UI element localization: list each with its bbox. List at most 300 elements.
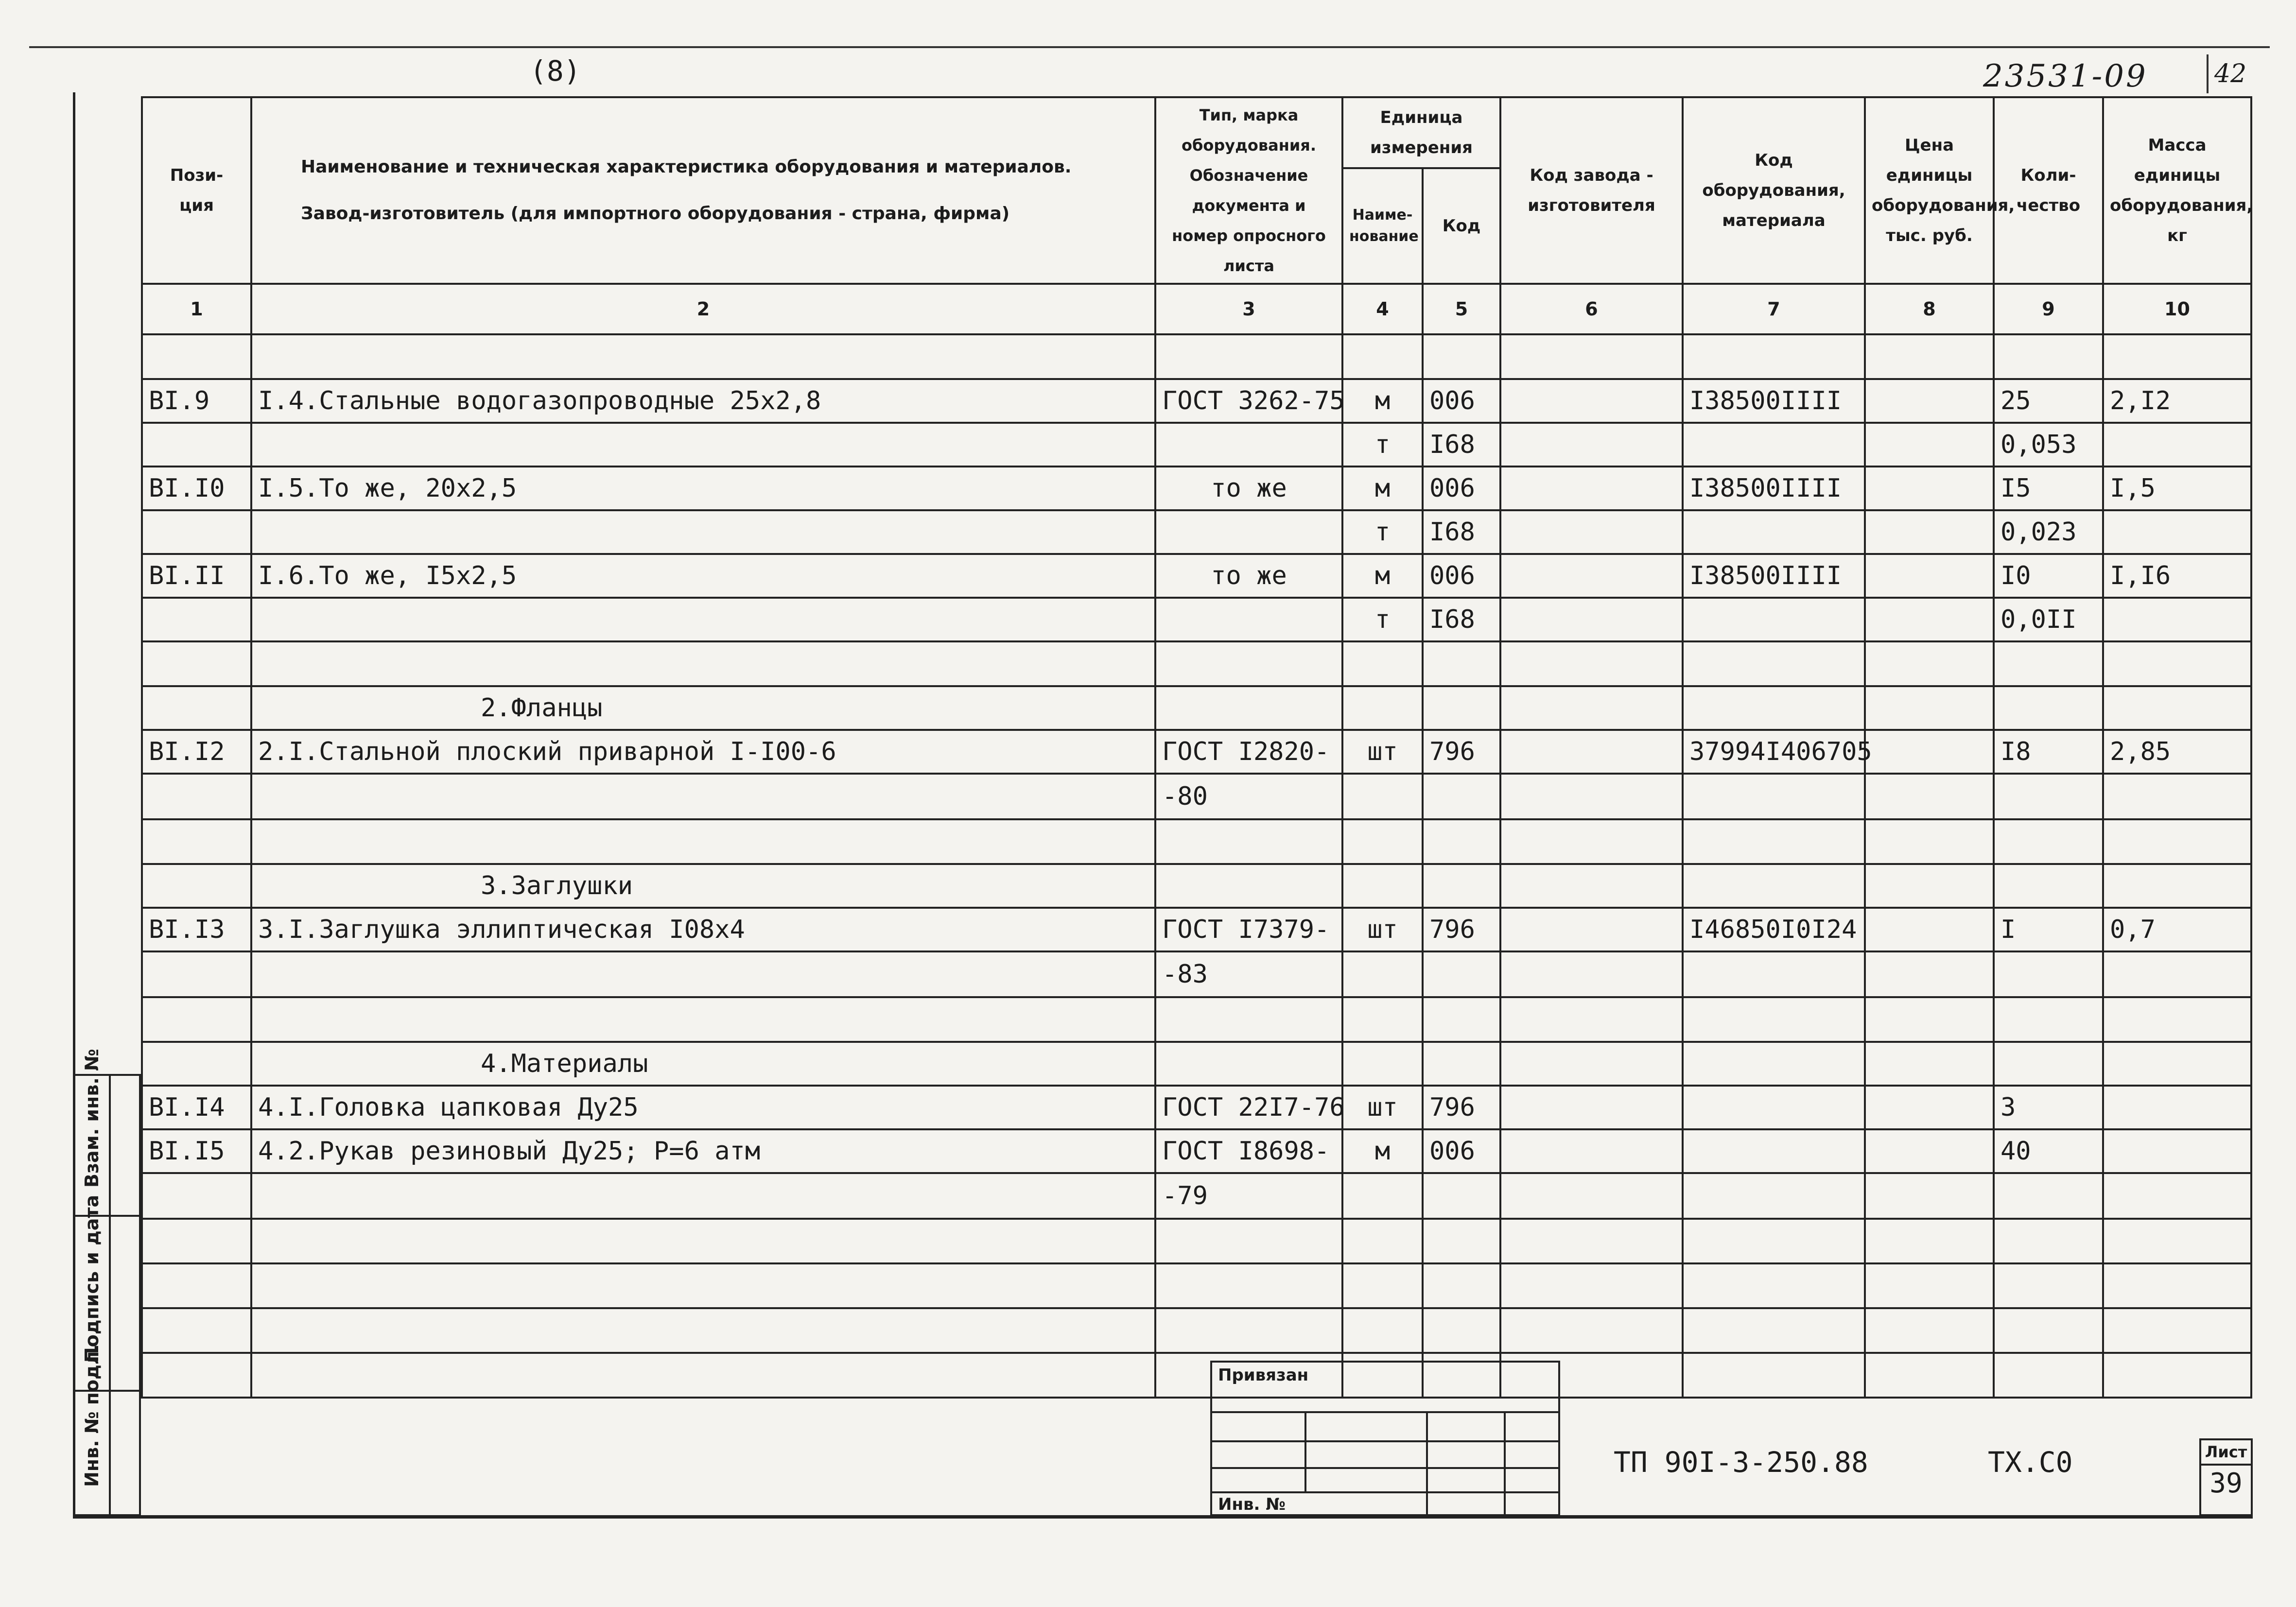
cell-name xyxy=(251,1263,1155,1308)
cell-type: ГОСТ I7379- xyxy=(1155,908,1342,951)
cell-position: BI.II xyxy=(142,554,251,598)
sheet-box xyxy=(2199,1438,2253,1516)
cell-factory-code xyxy=(1500,423,1683,467)
cell-unit-name: шт xyxy=(1342,730,1423,774)
cell-unit-code: 796 xyxy=(1423,730,1500,774)
cell-type xyxy=(1155,1308,1342,1353)
cell-factory-code xyxy=(1500,1129,1683,1173)
cell-mass xyxy=(2103,334,2251,379)
cell-name xyxy=(251,774,1155,819)
cell-quantity xyxy=(1994,1308,2103,1353)
cell-price xyxy=(1865,1129,1994,1173)
cell-position xyxy=(142,510,251,554)
section-title: 2.Фланцы xyxy=(251,686,1155,730)
cell-factory-code xyxy=(1500,1173,1683,1219)
cell-unit-code xyxy=(1423,641,1500,686)
column-number-row xyxy=(142,284,2251,334)
cell-price xyxy=(1865,686,1994,730)
cell-mass xyxy=(2103,686,2251,730)
cell-unit-code xyxy=(1423,1042,1500,1086)
cell-unit-name xyxy=(1342,864,1423,908)
cell-quantity xyxy=(1994,641,2103,686)
cell-type xyxy=(1155,334,1342,379)
cell-name xyxy=(251,423,1155,467)
cell-mass xyxy=(2103,819,2251,864)
table-row xyxy=(142,951,2251,997)
cell-type xyxy=(1155,819,1342,864)
cell-mass: I,5 xyxy=(2103,467,2251,510)
cell-unit-name xyxy=(1342,1042,1423,1086)
cell-price xyxy=(1865,467,1994,510)
cell-unit-name: т xyxy=(1342,598,1423,641)
cell-factory-code xyxy=(1500,1086,1683,1129)
cell-unit-code xyxy=(1423,997,1500,1042)
cell-equipment-code xyxy=(1683,334,1865,379)
header-unit-name: Наиме-нование xyxy=(1342,168,1423,284)
table-row xyxy=(142,686,2251,730)
cell-position xyxy=(142,997,251,1042)
cell-name: 4.2.Рукав резиновый Ду25; Р=6 атм xyxy=(251,1129,1155,1173)
sheet-number: 39 xyxy=(2209,1468,2243,1499)
cell-unit-name: шт xyxy=(1342,1086,1423,1129)
cell-position xyxy=(142,686,251,730)
table-row xyxy=(142,641,2251,686)
header-unit-code: Код xyxy=(1423,168,1500,284)
cell-price xyxy=(1865,1086,1994,1129)
cell-unit-code: I68 xyxy=(1423,510,1500,554)
cell-mass xyxy=(2103,510,2251,554)
cell-type xyxy=(1155,864,1342,908)
cell-position xyxy=(142,334,251,379)
column-number: 10 xyxy=(2103,284,2251,334)
cell-quantity xyxy=(1994,1353,2103,1398)
cell-price xyxy=(1865,1353,1994,1398)
document-code: ТП 90I-3-250.88 xyxy=(1614,1446,1868,1479)
specification-table xyxy=(141,96,2252,1399)
column-number: 4 xyxy=(1342,284,1423,334)
cell-factory-code xyxy=(1500,730,1683,774)
cell-unit-code xyxy=(1423,1263,1500,1308)
column-number: 7 xyxy=(1683,284,1865,334)
cell-mass: 2,I2 xyxy=(2103,379,2251,423)
cell-factory-code xyxy=(1500,1308,1683,1353)
cell-price xyxy=(1865,819,1994,864)
cell-name xyxy=(251,951,1155,997)
cell-position xyxy=(142,1308,251,1353)
cell-position xyxy=(142,1219,251,1263)
cell-factory-code xyxy=(1500,334,1683,379)
cell-name xyxy=(251,1353,1155,1398)
cell-name xyxy=(251,334,1155,379)
cell-name: 3.I.Заглушка эллиптическая I08х4 xyxy=(251,908,1155,951)
cell-quantity: 25 xyxy=(1994,379,2103,423)
cell-unit-name xyxy=(1342,951,1423,997)
cell-unit-code xyxy=(1423,819,1500,864)
cell-equipment-code xyxy=(1683,997,1865,1042)
header-name-line1: Наименование и техническая характеристика оборудования и материалов. xyxy=(301,157,1072,177)
cell-type: ГОСТ I8698- xyxy=(1155,1129,1342,1173)
cell-name: 4.I.Головка цапковая Ду25 xyxy=(251,1086,1155,1129)
cell-equipment-code: I38500IIII xyxy=(1683,467,1865,510)
cell-factory-code xyxy=(1500,864,1683,908)
cell-position xyxy=(142,641,251,686)
cell-mass xyxy=(2103,997,2251,1042)
section-title: 4.Материалы xyxy=(251,1042,1155,1086)
cell-type xyxy=(1155,997,1342,1042)
cell-equipment-code xyxy=(1683,819,1865,864)
cell-name: I.5.То же, 20х2,5 xyxy=(251,467,1155,510)
cell-position xyxy=(142,774,251,819)
cell-unit-code: 006 xyxy=(1423,467,1500,510)
cell-quantity xyxy=(1994,774,2103,819)
cell-price xyxy=(1865,641,1994,686)
cell-type xyxy=(1155,598,1342,641)
cell-unit-code: I68 xyxy=(1423,423,1500,467)
cell-position: BI.I5 xyxy=(142,1129,251,1173)
cell-type xyxy=(1155,686,1342,730)
cell-equipment-code xyxy=(1683,686,1865,730)
cell-unit-code xyxy=(1423,1173,1500,1219)
cell-mass xyxy=(2103,1308,2251,1353)
cell-unit-name xyxy=(1342,334,1423,379)
cell-type: ГОСТ I2820- xyxy=(1155,730,1342,774)
cell-unit-code xyxy=(1423,864,1500,908)
cell-equipment-code xyxy=(1683,1263,1865,1308)
cell-price xyxy=(1865,908,1994,951)
cell-equipment-code: I38500IIII xyxy=(1683,554,1865,598)
cell-factory-code xyxy=(1500,467,1683,510)
cell-mass: 0,7 xyxy=(2103,908,2251,951)
cell-mass xyxy=(2103,641,2251,686)
cell-mass xyxy=(2103,1263,2251,1308)
cell-equipment-code: I46850I0I24 xyxy=(1683,908,1865,951)
cell-name: I.6.То же, I5х2,5 xyxy=(251,554,1155,598)
top-page-number: (8) xyxy=(530,54,581,87)
header-position: Пози- ция xyxy=(142,97,251,284)
sheet-label: Лист xyxy=(2201,1440,2251,1466)
cell-unit-name: м xyxy=(1342,554,1423,598)
cell-unit-name: т xyxy=(1342,423,1423,467)
cell-equipment-code xyxy=(1683,1173,1865,1219)
cell-type: -83 xyxy=(1155,951,1342,997)
corner-sheet-number: 42 xyxy=(2207,54,2252,93)
table-body xyxy=(142,334,2251,1398)
document-section: ТХ.С0 xyxy=(1988,1446,2073,1479)
cell-name: 2.I.Стальной плоский приварной I-I00-6 xyxy=(251,730,1155,774)
header-factory-code: Код завода - изготовителя xyxy=(1500,97,1683,284)
table-row xyxy=(142,730,2251,774)
cell-unit-name: м xyxy=(1342,379,1423,423)
cell-unit-code xyxy=(1423,686,1500,730)
table-row xyxy=(142,510,2251,554)
cell-type xyxy=(1155,1263,1342,1308)
cell-quantity: 40 xyxy=(1994,1129,2103,1173)
table-row xyxy=(142,1308,2251,1353)
cell-price xyxy=(1865,423,1994,467)
cell-equipment-code xyxy=(1683,774,1865,819)
cell-position: BI.I3 xyxy=(142,908,251,951)
column-number: 2 xyxy=(251,284,1155,334)
table-row xyxy=(142,1129,2251,1173)
table-row xyxy=(142,908,2251,951)
side-inv-replace-label: Взам. инв. № xyxy=(81,1049,103,1188)
cell-factory-code xyxy=(1500,598,1683,641)
bottom-rule xyxy=(141,1515,2253,1518)
cell-equipment-code xyxy=(1683,1042,1865,1086)
cell-equipment-code xyxy=(1683,1353,1865,1398)
cell-factory-code xyxy=(1500,997,1683,1042)
cell-quantity: I5 xyxy=(1994,467,2103,510)
table-row xyxy=(142,334,2251,379)
cell-unit-code xyxy=(1423,951,1500,997)
cell-factory-code xyxy=(1500,951,1683,997)
cell-position xyxy=(142,864,251,908)
cell-quantity xyxy=(1994,334,2103,379)
cell-price xyxy=(1865,510,1994,554)
cell-quantity xyxy=(1994,1042,2103,1086)
cell-price xyxy=(1865,598,1994,641)
cell-price xyxy=(1865,1042,1994,1086)
cell-name xyxy=(251,1173,1155,1219)
table-row xyxy=(142,774,2251,819)
cell-factory-code xyxy=(1500,510,1683,554)
cell-name xyxy=(251,1219,1155,1263)
cell-type: то же xyxy=(1155,467,1342,510)
cell-unit-name xyxy=(1342,774,1423,819)
cell-mass xyxy=(2103,1086,2251,1129)
side-sign-date-label: Подпись и дата xyxy=(81,1194,103,1363)
cell-price xyxy=(1865,1219,1994,1263)
side-stamp xyxy=(73,1049,141,1516)
cell-unit-name xyxy=(1342,1308,1423,1353)
cell-unit-code: 006 xyxy=(1423,554,1500,598)
inv-no-label: Инв. № xyxy=(1218,1495,1286,1514)
column-number: 3 xyxy=(1155,284,1342,334)
header-name xyxy=(251,97,1155,284)
table-row xyxy=(142,467,2251,510)
cell-type: то же xyxy=(1155,554,1342,598)
cell-unit-code xyxy=(1423,334,1500,379)
cell-quantity: I xyxy=(1994,908,2103,951)
table-row xyxy=(142,379,2251,423)
cell-unit-code: 006 xyxy=(1423,379,1500,423)
cell-quantity: 0,0II xyxy=(1994,598,2103,641)
cell-mass: 2,85 xyxy=(2103,730,2251,774)
cell-factory-code xyxy=(1500,908,1683,951)
bound-title-block xyxy=(1210,1361,1560,1516)
cell-quantity xyxy=(1994,1263,2103,1308)
cell-factory-code xyxy=(1500,1263,1683,1308)
cell-name: I.4.Стальные водогазопроводные 25х2,8 xyxy=(251,379,1155,423)
cell-unit-code xyxy=(1423,1308,1500,1353)
cell-equipment-code xyxy=(1683,1219,1865,1263)
cell-price xyxy=(1865,864,1994,908)
table-row xyxy=(142,598,2251,641)
cell-factory-code xyxy=(1500,686,1683,730)
cell-unit-name xyxy=(1342,686,1423,730)
table-row xyxy=(142,1219,2251,1263)
bound-label: Привязан xyxy=(1218,1365,1309,1385)
cell-name xyxy=(251,819,1155,864)
cell-unit-name xyxy=(1342,1263,1423,1308)
cell-position xyxy=(142,1042,251,1086)
column-number: 5 xyxy=(1423,284,1500,334)
cell-equipment-code xyxy=(1683,423,1865,467)
cell-position: BI.I4 xyxy=(142,1086,251,1129)
cell-quantity xyxy=(1994,997,2103,1042)
cell-quantity xyxy=(1994,1219,2103,1263)
cell-price xyxy=(1865,334,1994,379)
cell-type xyxy=(1155,1219,1342,1263)
cell-position xyxy=(142,1263,251,1308)
cell-unit-code xyxy=(1423,1219,1500,1263)
cell-unit-name xyxy=(1342,1173,1423,1219)
column-number: 8 xyxy=(1865,284,1994,334)
cell-unit-code: I68 xyxy=(1423,598,1500,641)
cell-price xyxy=(1865,379,1994,423)
cell-mass xyxy=(2103,423,2251,467)
table-row xyxy=(142,423,2251,467)
cell-position xyxy=(142,951,251,997)
header-name-line2: Завод-изготовитель (для импортного оборудования - страна, фирма) xyxy=(301,204,1010,224)
cell-mass xyxy=(2103,1042,2251,1086)
cell-price xyxy=(1865,1263,1994,1308)
header-equipment-code: Код оборудования, материала xyxy=(1683,97,1865,284)
table-row xyxy=(142,554,2251,598)
cell-position xyxy=(142,819,251,864)
cell-factory-code xyxy=(1500,1219,1683,1263)
section-title: 3.Заглушки xyxy=(251,864,1155,908)
cell-factory-code xyxy=(1500,641,1683,686)
cell-price xyxy=(1865,774,1994,819)
table-row xyxy=(142,1263,2251,1308)
cell-mass: I,I6 xyxy=(2103,554,2251,598)
cell-equipment-code xyxy=(1683,864,1865,908)
cell-factory-code xyxy=(1500,1042,1683,1086)
cell-equipment-code xyxy=(1683,510,1865,554)
cell-quantity xyxy=(1994,864,2103,908)
cell-equipment-code xyxy=(1683,641,1865,686)
cell-unit-code: 796 xyxy=(1423,908,1500,951)
table-row xyxy=(142,864,2251,908)
cell-quantity xyxy=(1994,1173,2103,1219)
cell-type xyxy=(1155,641,1342,686)
cell-factory-code xyxy=(1500,554,1683,598)
cell-equipment-code: 37994I406705 xyxy=(1683,730,1865,774)
cell-unit-code xyxy=(1423,774,1500,819)
cell-name xyxy=(251,997,1155,1042)
cell-name xyxy=(251,641,1155,686)
cell-equipment-code xyxy=(1683,951,1865,997)
cell-mass xyxy=(2103,864,2251,908)
cell-type: -79 xyxy=(1155,1173,1342,1219)
table-row xyxy=(142,1173,2251,1219)
table-row xyxy=(142,1086,2251,1129)
cell-position xyxy=(142,1353,251,1398)
cell-quantity: 3 xyxy=(1994,1086,2103,1129)
cell-unit-name: т xyxy=(1342,510,1423,554)
cell-factory-code xyxy=(1500,819,1683,864)
table-row xyxy=(142,1353,2251,1398)
cell-type: ГОСТ 22I7-76 xyxy=(1155,1086,1342,1129)
cell-price xyxy=(1865,554,1994,598)
cell-quantity: 0,023 xyxy=(1994,510,2103,554)
cell-price xyxy=(1865,1308,1994,1353)
cell-position: BI.I0 xyxy=(142,467,251,510)
cell-unit-name: м xyxy=(1342,1129,1423,1173)
cell-type: -80 xyxy=(1155,774,1342,819)
cell-type xyxy=(1155,1042,1342,1086)
cell-mass xyxy=(2103,598,2251,641)
cell-position xyxy=(142,423,251,467)
cell-mass xyxy=(2103,1173,2251,1219)
cell-mass xyxy=(2103,951,2251,997)
cell-type: ГОСТ 3262-75 xyxy=(1155,379,1342,423)
cell-unit-name xyxy=(1342,641,1423,686)
cell-unit-code: 796 xyxy=(1423,1086,1500,1129)
cell-name xyxy=(251,510,1155,554)
cell-quantity: I0 xyxy=(1994,554,2103,598)
header-row xyxy=(142,97,2251,168)
cell-mass xyxy=(2103,1129,2251,1173)
header-type: Тип, марка оборудования. Обозначение документа и номер опросного листа xyxy=(1155,97,1342,284)
cell-unit-name: м xyxy=(1342,467,1423,510)
cell-mass xyxy=(2103,1219,2251,1263)
cell-equipment-code xyxy=(1683,598,1865,641)
cell-price xyxy=(1865,730,1994,774)
table-row xyxy=(142,1042,2251,1086)
cell-position xyxy=(142,1173,251,1219)
side-inv-orig xyxy=(75,1344,141,1514)
cell-equipment-code: I38500IIII xyxy=(1683,379,1865,423)
cell-factory-code xyxy=(1500,774,1683,819)
cell-position xyxy=(142,598,251,641)
cell-type xyxy=(1155,510,1342,554)
cell-quantity xyxy=(1994,686,2103,730)
cell-unit-name xyxy=(1342,819,1423,864)
top-rule xyxy=(29,46,2270,48)
handwritten-doc-number: 23531-09 xyxy=(1983,58,2148,94)
cell-unit-name: шт xyxy=(1342,908,1423,951)
column-number: 9 xyxy=(1994,284,2103,334)
cell-unit-code: 006 xyxy=(1423,1129,1500,1173)
cell-mass xyxy=(2103,774,2251,819)
cell-factory-code xyxy=(1500,379,1683,423)
header-quantity: Коли-чество xyxy=(1994,97,2103,284)
cell-quantity: I8 xyxy=(1994,730,2103,774)
cell-unit-name xyxy=(1342,997,1423,1042)
column-number: 1 xyxy=(142,284,251,334)
cell-name xyxy=(251,598,1155,641)
header-price: Цена единицы оборудования, тыс. руб. xyxy=(1865,97,1994,284)
side-inv-orig-label: Инв. № подл. xyxy=(81,1344,103,1487)
cell-price xyxy=(1865,1173,1994,1219)
table-row xyxy=(142,997,2251,1042)
cell-price xyxy=(1865,997,1994,1042)
table-row xyxy=(142,819,2251,864)
cell-quantity xyxy=(1994,951,2103,997)
cell-equipment-code xyxy=(1683,1086,1865,1129)
cell-equipment-code xyxy=(1683,1308,1865,1353)
cell-mass xyxy=(2103,1353,2251,1398)
cell-name xyxy=(251,1308,1155,1353)
header-unit-group: Единица измерения xyxy=(1342,97,1500,168)
cell-price xyxy=(1865,951,1994,997)
cell-quantity xyxy=(1994,819,2103,864)
cell-equipment-code xyxy=(1683,1129,1865,1173)
cell-position: BI.I2 xyxy=(142,730,251,774)
cell-type xyxy=(1155,423,1342,467)
